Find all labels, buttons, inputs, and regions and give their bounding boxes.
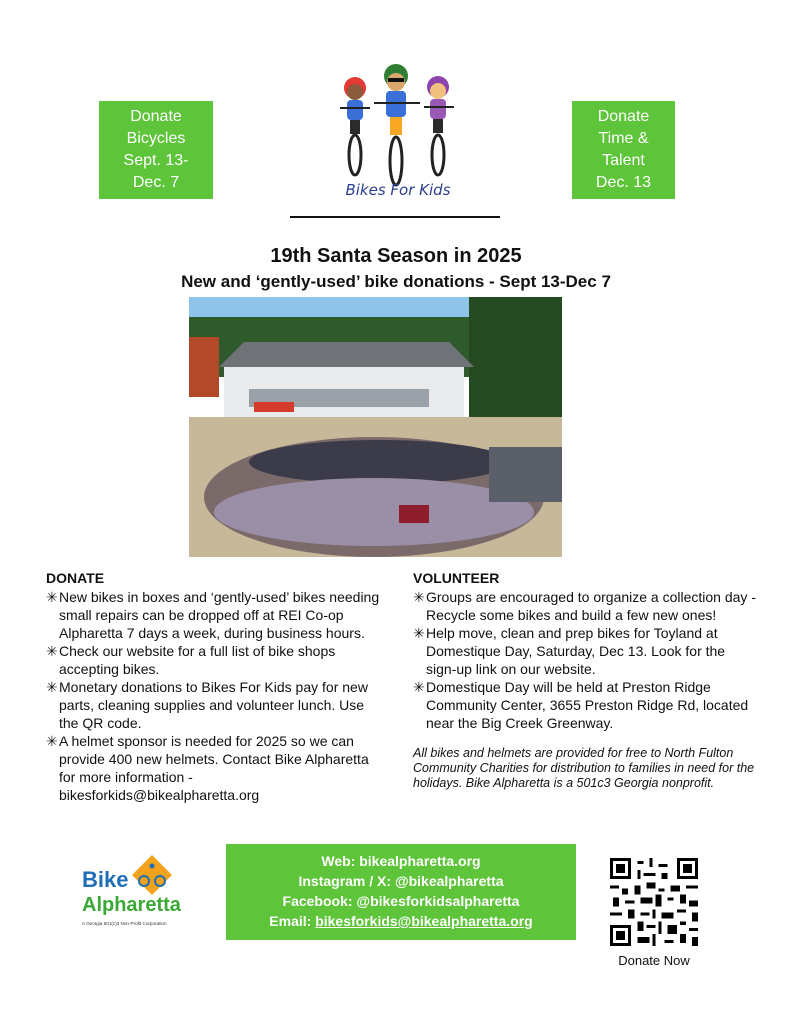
email-line — [226, 911, 576, 931]
list-item — [46, 678, 386, 732]
star-bullet-icon: ✳ — [46, 679, 58, 695]
svg-text:Alpharetta: Alpharetta — [82, 894, 181, 916]
bikes-for-kids-logo — [328, 63, 468, 203]
list-item — [413, 678, 758, 732]
donate-time-box — [572, 101, 675, 199]
list-item-text: New bikes in boxes and ‘gently-used’ bikes needing small repairs can be dropped off at REI Co-op Alpharetta 7 days a week, during business hours. — [59, 589, 380, 641]
page-title: 19th Santa Season in 2025 — [270, 245, 522, 267]
svg-text:A Georgia 501(c)3 Non-Profit C: A Georgia 501(c)3 Non-Profit Corporation — [82, 921, 167, 926]
box-line: Donate — [130, 108, 182, 125]
box-line: Dec. 7 — [132, 174, 180, 191]
donate-bicycles-box — [99, 101, 213, 199]
volunteer-list — [413, 588, 758, 732]
divider — [290, 216, 500, 218]
star-bullet-icon: ✳ — [413, 625, 425, 641]
list-item-text: Help move, clean and prep bikes for Toyland at Domestique Day, Saturday, Dec 13. Look for the sign-up link on our website. — [426, 625, 726, 677]
donate-section — [46, 570, 386, 804]
web-line — [226, 851, 576, 871]
box-line: Bicycles — [126, 130, 186, 147]
list-item-text: A helmet sponsor is needed for 2025 so we can provide 400 new helmets. Contact Bike Alpharetta for more information - bikesforkids@bikealpharetta.org — [59, 733, 369, 803]
instagram-label: Instagram / X: — [298, 873, 392, 889]
email-link[interactable]: bikesforkids@bikealpharetta.org — [315, 913, 533, 929]
facebook-line — [226, 891, 576, 911]
list-item — [413, 588, 758, 624]
list-item — [413, 624, 758, 678]
list-item-text: Check our website for a full list of bike shops accepting bikes. — [59, 643, 336, 677]
star-bullet-icon: ✳ — [46, 643, 58, 659]
email-label: Email: — [269, 913, 312, 929]
box-line: Donate — [597, 108, 650, 125]
donate-list — [46, 588, 386, 804]
box-line: Dec. 13 — [595, 174, 652, 191]
svg-text:Bike: Bike — [82, 867, 129, 892]
list-item — [46, 642, 386, 678]
list-item — [46, 588, 386, 642]
donate-qr-code[interactable] — [610, 858, 698, 946]
box-line: Sept. 13- — [123, 152, 189, 169]
contact-box — [226, 844, 576, 940]
qr-caption: Donate Now — [618, 953, 690, 968]
volunteer-heading: VOLUNTEER — [413, 570, 500, 586]
web-link[interactable]: bikealpharetta.org — [359, 853, 481, 869]
facebook-label: Facebook: — [282, 893, 353, 909]
instagram-line — [226, 871, 576, 891]
star-bullet-icon: ✳ — [413, 589, 425, 605]
nonprofit-note: All bikes and helmets are provided for free to North Fulton Community Charities for distribution to families in need for the holidays. Bike Alpharetta is a 501c3 Georgia nonprofit. — [413, 746, 755, 790]
star-bullet-icon: ✳ — [46, 589, 58, 605]
web-label: Web: — [321, 853, 356, 869]
donate-heading: DONATE — [46, 570, 105, 586]
box-line: Talent — [602, 152, 645, 169]
svg-text:Bikes For Kids: Bikes For Kids — [345, 181, 451, 199]
bike-alpharetta-logo — [80, 853, 188, 933]
list-item-text: Domestique Day will be held at Preston Ridge Community Center, 3655 Preston Ridge Rd, located near the Big Creek Greenway. — [426, 679, 749, 731]
list-item — [46, 732, 386, 804]
star-bullet-icon: ✳ — [413, 679, 425, 695]
list-item-text: Monetary donations to Bikes For Kids pay for new parts, cleaning supplies and volunteer lunch. Use the QR code. — [59, 679, 368, 731]
page-subtitle: New and ‘gently-used’ bike donations - Sept 13-Dec 7 — [181, 272, 611, 291]
volunteer-group-photo — [189, 297, 562, 557]
facebook-handle[interactable]: @bikesforkidsalpharetta — [356, 893, 520, 909]
list-item-text: Groups are encouraged to organize a collection day - Recycle some bikes and build a few new ones! — [426, 589, 756, 623]
box-line: Time & — [598, 130, 649, 147]
star-bullet-icon: ✳ — [46, 733, 58, 749]
volunteer-section — [413, 570, 758, 791]
instagram-handle[interactable]: @bikealpharetta — [394, 873, 504, 889]
